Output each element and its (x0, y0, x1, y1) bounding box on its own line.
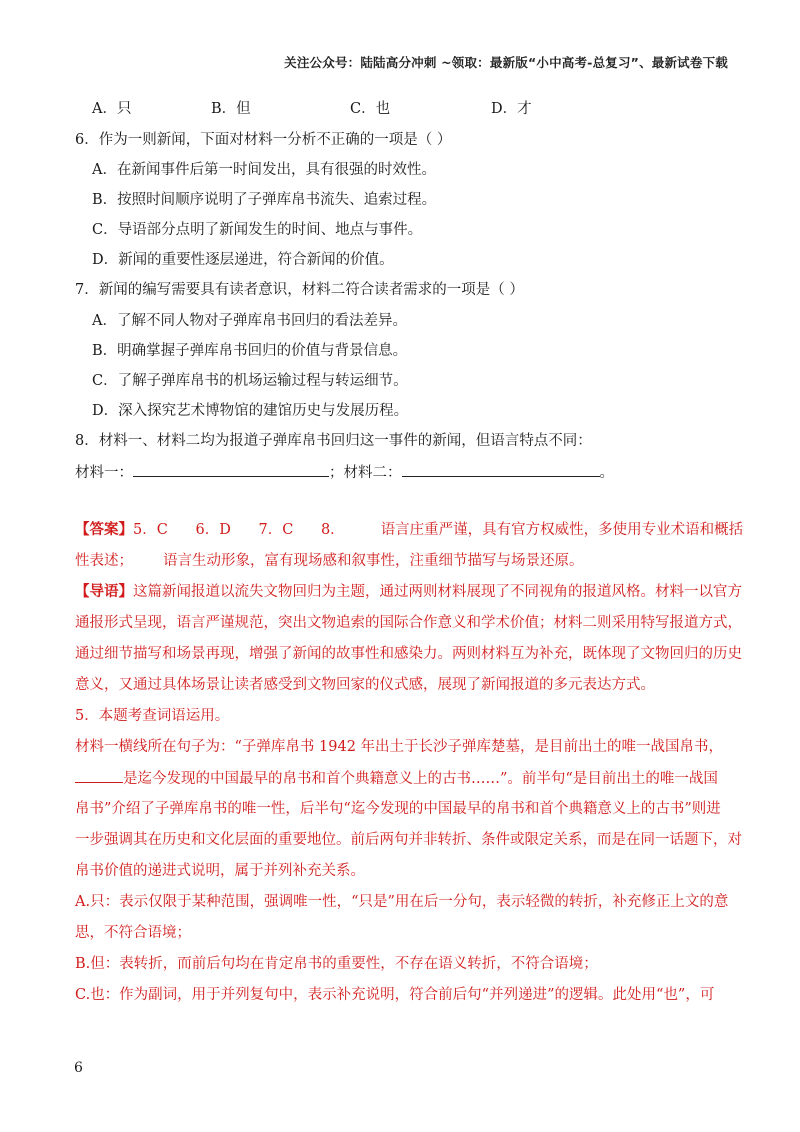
q7-stem: 7．新闻的编写需要具有读者意识，材料二符合读者需求的一项是（ ） (75, 282, 524, 298)
q8-blanks-row (75, 462, 614, 483)
guide-line-2: 通报形式呈现，语言严谨规范，突出文物追索的国际合作意义和学术价值；材料二则采用特写报道方式， (75, 615, 742, 631)
q8-label-material2: ；材料二： (329, 465, 402, 481)
answer-line-1 (75, 520, 743, 540)
analysis-para-2: 是迄今发现的中国最早的帛书和首个典籍意义上的古书……”。前半句“是目前出土的唯一战国 (123, 771, 718, 787)
q5-option-a: A．只 (92, 101, 132, 117)
q8-label-material1: 材料一： (75, 465, 133, 481)
guide-text-1: 这篇新闻报道以流失文物回归为主题，通过两则材料展现了不同视角的报道风格。材料一以官方 (133, 584, 742, 600)
answer-line-2 (75, 551, 584, 571)
analysis-title: 5．本题考查词语运用。 (75, 708, 230, 724)
answer-tag: 【答案】 (75, 521, 133, 538)
analysis-option-a-2: 思，不符合语境； (75, 925, 191, 941)
analysis-option-c: C.也：作为副词，用于并列复句中，表示补充说明，符合前后句“并列递进”的逻辑。此处用“也”，可 (75, 987, 715, 1003)
q8-end-mark: 。 (599, 465, 614, 481)
analysis-blank (75, 768, 123, 783)
q8-answer-blank-2[interactable] (402, 462, 600, 477)
q7-option-b: B．明确掌握子弹库帛书回归的价值与背景信息。 (92, 343, 408, 359)
q5-option-c: C．也 (350, 101, 391, 117)
q6-stem: 6．作为一则新闻，下面对材料一分析不正确的一项是（ ） (75, 132, 452, 148)
q7-option-a: A．了解不同人物对子弹库帛书回归的看法差异。 (92, 313, 407, 329)
q5-option-d: D．才 (491, 101, 532, 117)
q6-option-b: B．按照时间顺序说明了子弹库帛书流失、追索过程。 (92, 192, 437, 208)
guide-line-3: 通过细节描写和场景再现，增强了新闻的故事性和感染力。两则材料互为补充，既体现了文物回归的历史 (75, 646, 742, 662)
analysis-para-4: 一步强调其在历史和文化层面的重要地位。前后两句并非转折、条件或限定关系，而是在同一话题下，对 (75, 832, 742, 848)
q8-stem: 8．材料一、材料二均为报道子弹库帛书回归这一事件的新闻，但语言特点不同： (75, 433, 592, 449)
page-header: 关注公众号：陆陆高分冲刺 ~领取：最新版“小中高考-总复习”、最新试卷下载 (284, 55, 728, 70)
guide-tag: 【导语】 (75, 583, 133, 600)
analysis-option-a-1: A.只：表示仅限于某种范围，强调唯一性，“只是”用在后一分句，表示轻微的转折，补充修正上文的意 (75, 894, 729, 910)
analysis-para-5: 帛书价值的递进式说明，属于并列补充关系。 (75, 863, 365, 879)
q6-option-d: D．新闻的重要性逐层递进，符合新闻的价值。 (92, 252, 394, 268)
page-number: 6 (74, 1060, 83, 1076)
answer-q8-text-2a: 性表述； (75, 553, 133, 569)
analysis-para-3: 帛书”介绍了子弹库帛书的唯一性，后半句“迄今发现的中国最早的帛书和首个典籍意义上的古书”则进 (75, 801, 721, 817)
guide-line-1 (75, 582, 742, 602)
q6-option-c: C．导语部分点明了新闻发生的时间、地点与事件。 (92, 222, 423, 238)
q7-option-c: C．了解子弹库帛书的机场运输过程与转运细节。 (92, 373, 408, 389)
q8-answer-blank-1[interactable] (133, 462, 329, 477)
analysis-para-2-row (75, 768, 718, 789)
q5-option-b: B．但 (211, 101, 251, 117)
guide-line-4: 意义，又通过具体场景让读者感受到文物回家的仪式感，展现了新闻报道的多元表达方式。 (75, 677, 655, 693)
answer-q8-text-2b: 语言生动形象，富有现场感和叙事性，注重细节描写与场景还原。 (163, 553, 584, 569)
answer-choices: 5．C 6．D 7．C 8． (133, 522, 345, 538)
analysis-option-b: B.但：表转折，而前后句均在肯定帛书的重要性，不存在语义转折，不符合语境； (75, 956, 598, 972)
q7-option-d: D．深入探究艺术博物馆的建馆历史与发展历程。 (92, 403, 409, 419)
answer-q8-text-1: 语言庄重严谨，具有官方权威性，多使用专业术语和概括 (380, 522, 744, 538)
analysis-para-1: 材料一横线所在句子为：“子弹库帛书 1942 年出土于长沙子弹库楚墓，是目前出土的唯一战国帛书， (75, 739, 724, 755)
q6-option-a: A．在新闻事件后第一时间发出，具有很强的时效性。 (92, 162, 436, 178)
